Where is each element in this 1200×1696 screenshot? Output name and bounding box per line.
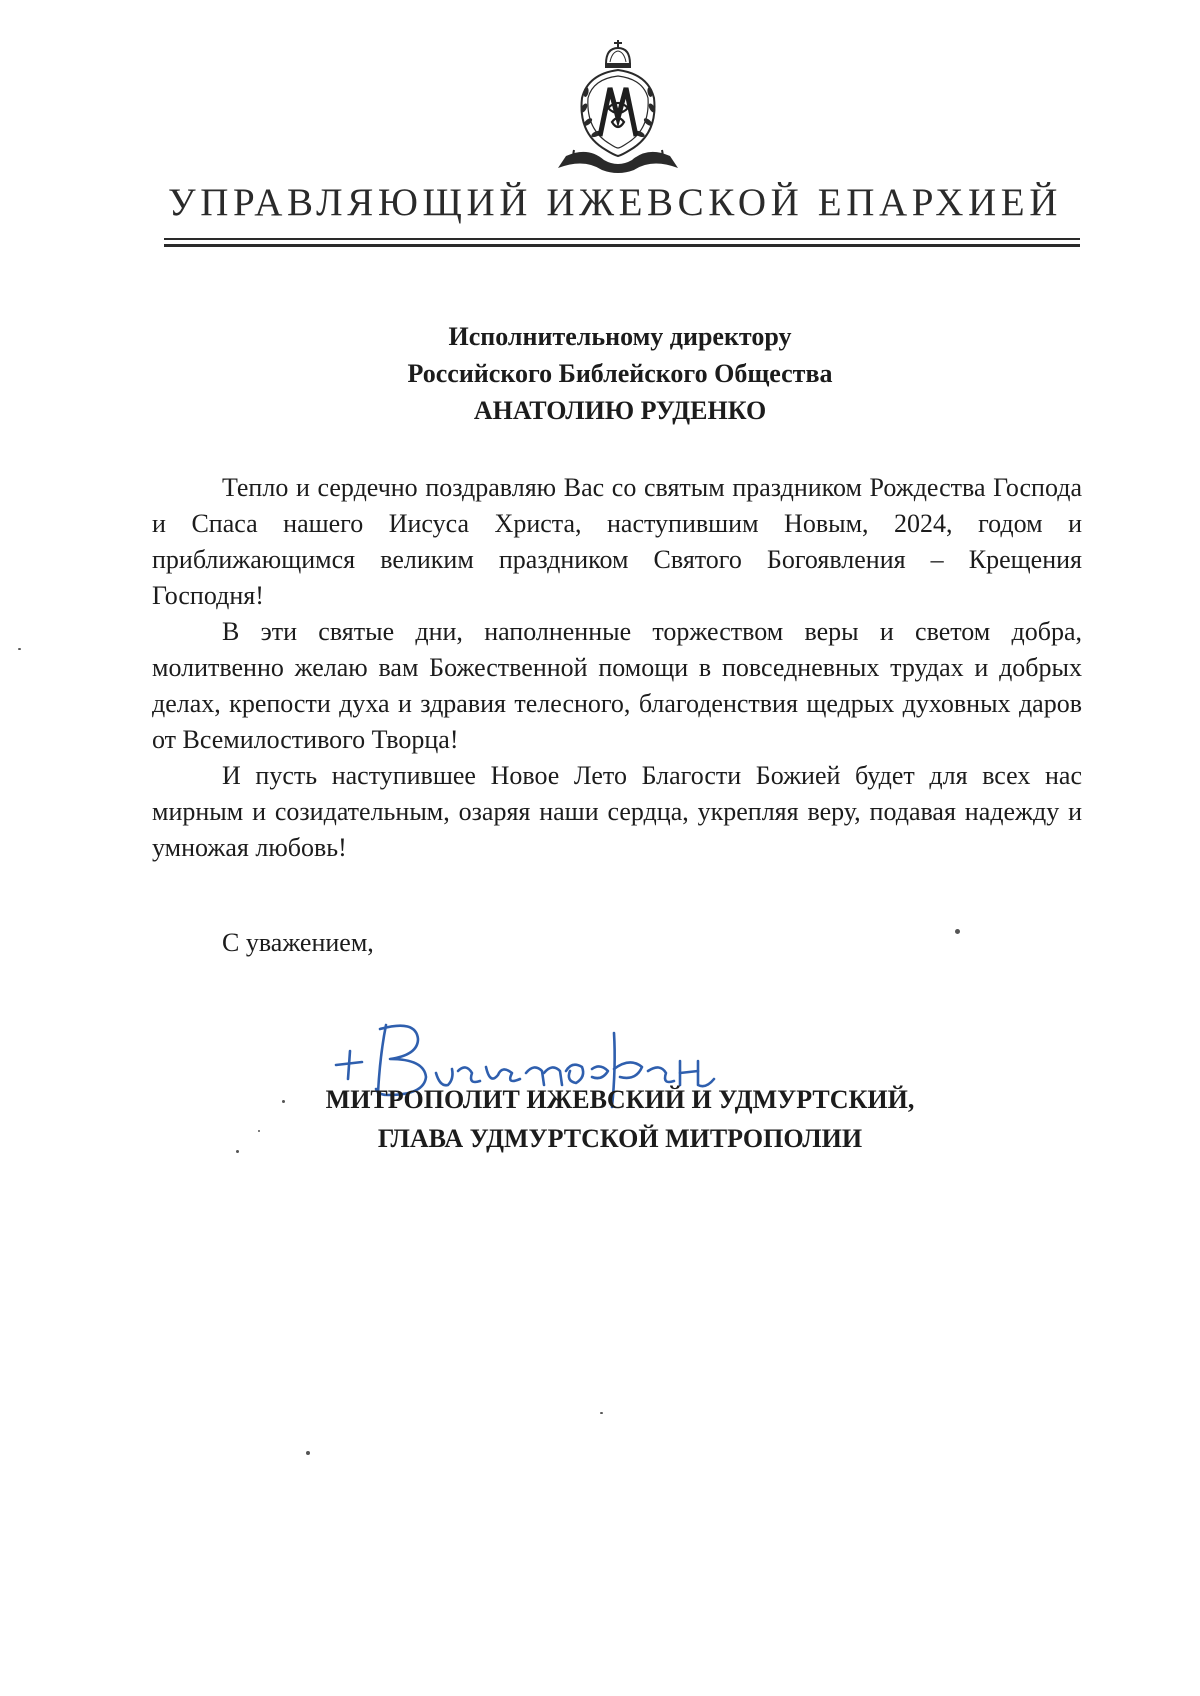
scan-speck bbox=[306, 1451, 310, 1455]
scan-speck bbox=[18, 648, 21, 650]
addressee-organization: Российского Библейского Общества bbox=[407, 359, 833, 388]
body-paragraph: В эти святые дни, наполненные торжеством веры и светом добра, молитвенно желаю вам Божественной помощи в повседневных трудах и добрых делах, крепости духа и здравия телесного, благоденствия щедрых духовных даров от Всемилостивого Творца! bbox=[152, 617, 1082, 754]
scan-speck bbox=[955, 929, 960, 934]
scan-speck bbox=[236, 1150, 239, 1153]
scan-speck bbox=[282, 1100, 285, 1103]
letterhead-divider-thick bbox=[164, 244, 1080, 247]
closing-salutation: С уважением, bbox=[222, 928, 374, 957]
diocesan-monogram-crest-icon bbox=[548, 38, 688, 176]
letter-body bbox=[152, 470, 1082, 866]
scan-speck bbox=[258, 1130, 260, 1132]
letterhead-title: УПРАВЛЯЮЩИЙ ИЖЕВСКОЙ ЕПАРХИЕЙ bbox=[167, 181, 1062, 224]
body-paragraph: Тепло и сердечно поздравляю Вас со святым праздником Рождества Господа и Спаса нашего Иисуса Христа, наступившим Новым, 2024, годом и приближающимся великим праздником Святого Богоявления – Крещения Господня! bbox=[152, 473, 1082, 610]
addressee-name: АНАТОЛИЮ РУДЕНКО bbox=[473, 396, 767, 425]
letterhead-divider-thin bbox=[164, 238, 1080, 240]
signatory-title: МИТРОПОЛИТ ИЖЕВСКИЙ И УДМУРТСКИЙ, bbox=[325, 1085, 915, 1114]
signatory-block bbox=[280, 1080, 960, 1158]
scan-speck bbox=[600, 1412, 603, 1414]
body-paragraph: И пусть наступившее Новое Лето Благости Божией будет для всех нас мирным и созидательным, озаряя наши сердца, укрепляя веру, подавая надежду и умножая любовь! bbox=[152, 761, 1082, 862]
addressee-block bbox=[200, 318, 1040, 429]
signatory-position: ГЛАВА УДМУРТСКОЙ МИТРОПОЛИИ bbox=[377, 1124, 863, 1153]
addressee-position: Исполнительному директору bbox=[448, 322, 792, 351]
